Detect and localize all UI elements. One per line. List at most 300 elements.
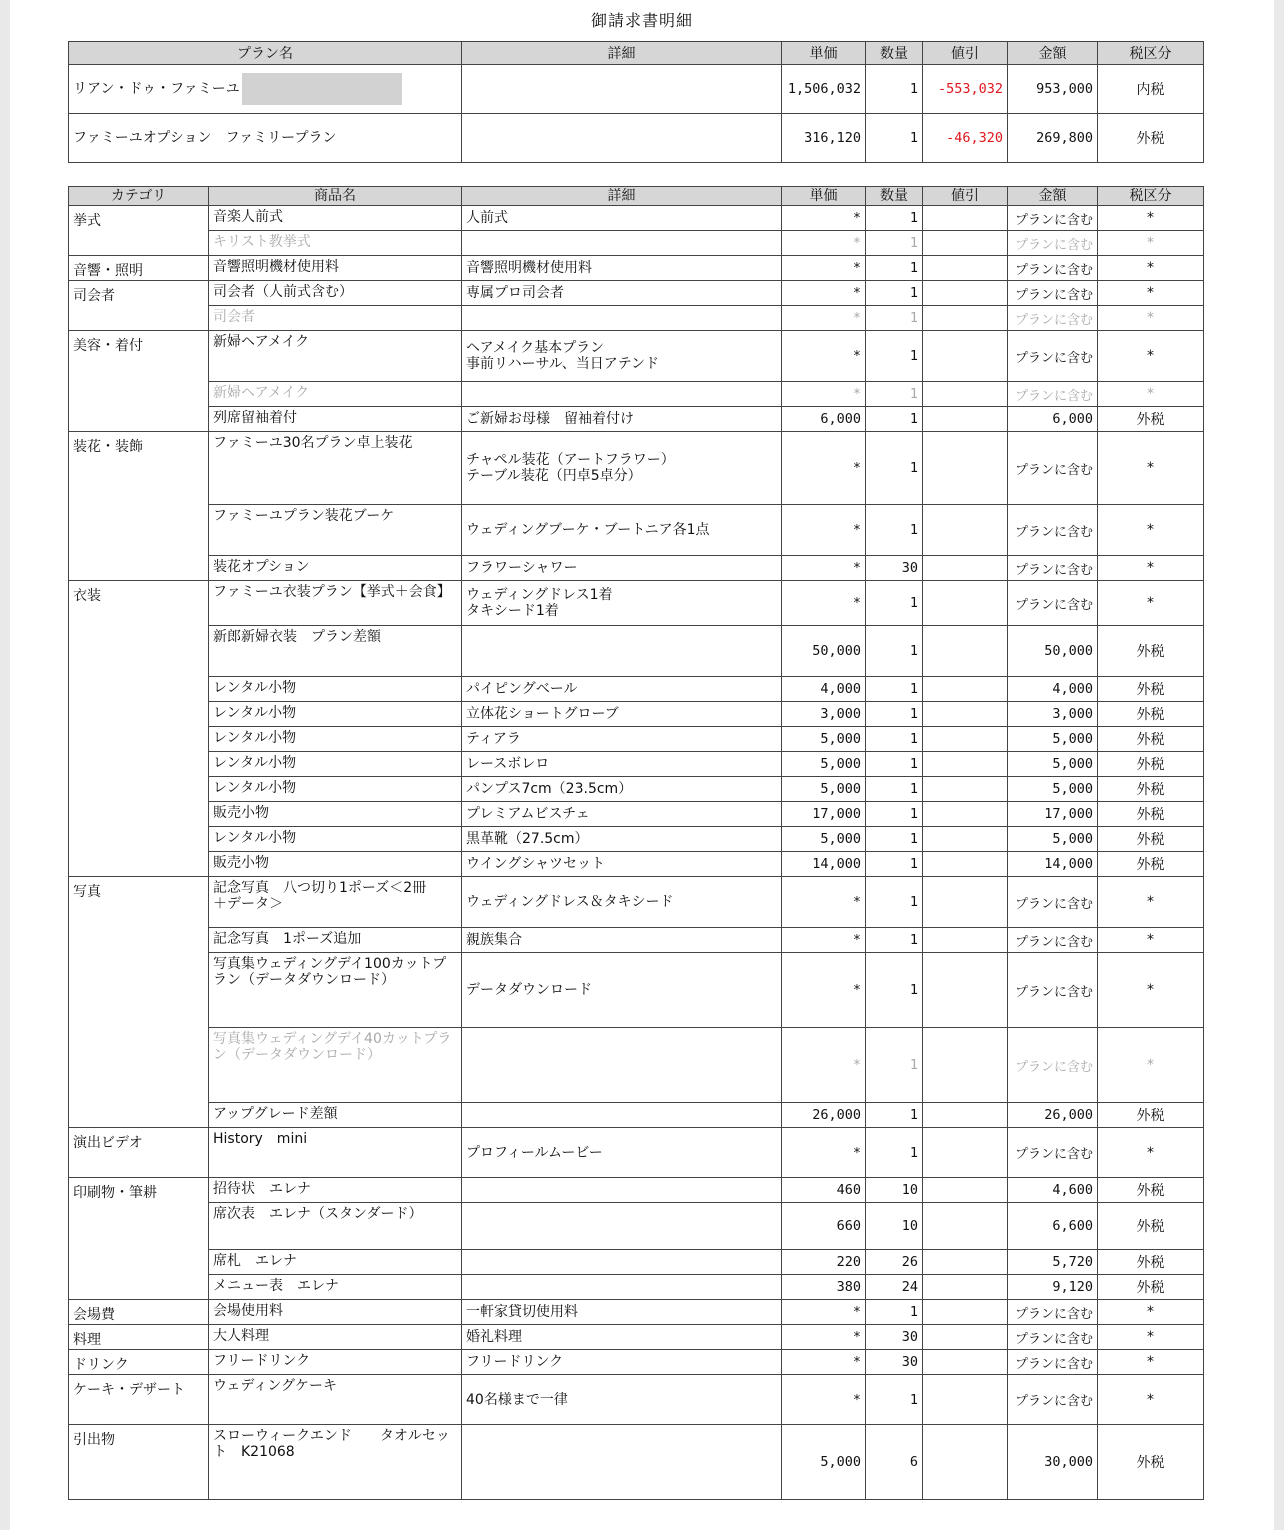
item-discount (923, 752, 1008, 777)
item-discount (923, 1203, 1008, 1250)
item-name: 席札 エレナ (209, 1250, 462, 1275)
item-quantity: 1 (866, 206, 923, 231)
item-unit-price: * (782, 1325, 866, 1350)
item-amount: プランに含む (1008, 281, 1098, 306)
item-amount: プランに含む (1008, 231, 1098, 256)
items-row (69, 1275, 1204, 1300)
plan-row (69, 114, 1204, 163)
item-tax-type: * (1098, 581, 1204, 626)
item-discount (923, 231, 1008, 256)
page-title: 御請求書明細 (590, 11, 693, 30)
plan-unit-price: 1,506,032 (782, 65, 866, 114)
item-amount: プランに含む (1008, 306, 1098, 331)
item-name: 司会者 (209, 306, 462, 331)
item-quantity: 1 (866, 1128, 923, 1178)
item-quantity: 6 (866, 1425, 923, 1500)
item-unit-price: 50,000 (782, 626, 866, 677)
item-quantity: 1 (866, 626, 923, 677)
item-category: 写真 (69, 877, 209, 928)
items-header-4: 数量 (866, 187, 923, 206)
item-category (69, 727, 209, 752)
item-detail: ご新婦お母様 留袖着付け (462, 407, 782, 432)
item-discount (923, 306, 1008, 331)
item-category (69, 505, 209, 556)
redacted-name-block (242, 73, 402, 105)
item-name: 販売小物 (209, 802, 462, 827)
item-category (69, 827, 209, 852)
item-detail: 専属プロ司会者 (462, 281, 782, 306)
item-discount (923, 256, 1008, 281)
item-quantity: 1 (866, 852, 923, 877)
item-name: レンタル小物 (209, 777, 462, 802)
plan-unit-price: 316,120 (782, 114, 866, 163)
item-quantity: 1 (866, 802, 923, 827)
plan-row (69, 65, 1204, 114)
item-detail: データダウンロード (462, 953, 782, 1028)
item-detail: 一軒家貸切使用料 (462, 1300, 782, 1325)
item-unit-price: * (782, 1028, 866, 1103)
item-discount (923, 727, 1008, 752)
items-row (69, 505, 1204, 556)
item-unit-price: * (782, 505, 866, 556)
item-tax-type: 外税 (1098, 777, 1204, 802)
item-quantity: 1 (866, 1028, 923, 1103)
item-amount: プランに含む (1008, 877, 1098, 928)
item-tax-type: 外税 (1098, 1425, 1204, 1500)
item-tax-type: 外税 (1098, 626, 1204, 677)
item-tax-type: 外税 (1098, 752, 1204, 777)
item-unit-price: 26,000 (782, 1103, 866, 1128)
item-category (69, 556, 209, 581)
item-category (69, 626, 209, 677)
item-category: 引出物 (69, 1425, 209, 1500)
item-detail (462, 306, 782, 331)
item-amount: プランに含む (1008, 432, 1098, 505)
item-amount: 3,000 (1008, 702, 1098, 727)
item-amount: プランに含む (1008, 1325, 1098, 1350)
plan-header-1: 詳細 (462, 42, 782, 65)
item-detail: 40名様まで一律 (462, 1375, 782, 1425)
item-unit-price: * (782, 1300, 866, 1325)
item-discount (923, 1128, 1008, 1178)
item-amount: プランに含む (1008, 581, 1098, 626)
item-name: 写真集ウェディングデイ100カットプ ラン（データダウンロード） (209, 953, 462, 1028)
item-unit-price: * (782, 331, 866, 382)
item-category (69, 953, 209, 1028)
item-name: レンタル小物 (209, 752, 462, 777)
item-detail: パンプス7cm（23.5cm） (462, 777, 782, 802)
item-discount (923, 626, 1008, 677)
item-tax-type: 外税 (1098, 1250, 1204, 1275)
plan-tax-type: 外税 (1098, 114, 1204, 163)
item-name: ファミーユプラン装花ブーケ (209, 505, 462, 556)
item-amount: プランに含む (1008, 331, 1098, 382)
item-discount (923, 206, 1008, 231)
items-row (69, 556, 1204, 581)
item-detail: パイピングベール (462, 677, 782, 702)
item-amount: 5,000 (1008, 777, 1098, 802)
item-tax-type: 外税 (1098, 1275, 1204, 1300)
item-amount: 6,600 (1008, 1203, 1098, 1250)
item-discount (923, 928, 1008, 953)
item-name: 招待状 エレナ (209, 1178, 462, 1203)
item-quantity: 1 (866, 1103, 923, 1128)
item-discount (923, 1425, 1008, 1500)
items-row (69, 206, 1204, 231)
item-category (69, 802, 209, 827)
item-tax-type: 外税 (1098, 827, 1204, 852)
item-quantity: 24 (866, 1275, 923, 1300)
item-category: 音響・照明 (69, 256, 209, 281)
items-row (69, 1250, 1204, 1275)
item-quantity: 1 (866, 752, 923, 777)
item-detail: プロフィールムービー (462, 1128, 782, 1178)
items-header-6: 金額 (1008, 187, 1098, 206)
item-unit-price: 5,000 (782, 777, 866, 802)
plan-name: ファミーユオプション ファミリープラン (69, 114, 462, 163)
item-category (69, 1275, 209, 1300)
item-category: 演出ビデオ (69, 1128, 209, 1178)
item-tax-type: 外税 (1098, 802, 1204, 827)
item-unit-price: * (782, 1128, 866, 1178)
item-quantity: 1 (866, 727, 923, 752)
item-category (69, 382, 209, 407)
items-header-0: カテゴリ (69, 187, 209, 206)
item-unit-price: 5,000 (782, 727, 866, 752)
items-row (69, 1128, 1204, 1178)
item-amount: プランに含む (1008, 1375, 1098, 1425)
item-amount: 5,000 (1008, 752, 1098, 777)
plan-header-3: 数量 (866, 42, 923, 65)
items-row (69, 702, 1204, 727)
item-detail (462, 1425, 782, 1500)
item-discount (923, 581, 1008, 626)
item-detail (462, 1028, 782, 1103)
items-row (69, 1325, 1204, 1350)
item-category (69, 1250, 209, 1275)
item-discount (923, 702, 1008, 727)
item-name: レンタル小物 (209, 677, 462, 702)
item-category (69, 1103, 209, 1128)
item-detail (462, 626, 782, 677)
items-row (69, 306, 1204, 331)
item-amount: プランに含む (1008, 505, 1098, 556)
items-table (68, 186, 1204, 1500)
items-row (69, 852, 1204, 877)
item-amount: プランに含む (1008, 556, 1098, 581)
item-unit-price: 660 (782, 1203, 866, 1250)
item-detail: 音響照明機材使用料 (462, 256, 782, 281)
item-discount (923, 331, 1008, 382)
item-name: フリードリンク (209, 1350, 462, 1375)
item-unit-price: * (782, 281, 866, 306)
item-category (69, 306, 209, 331)
item-quantity: 1 (866, 331, 923, 382)
item-discount (923, 852, 1008, 877)
item-category: ドリンク (69, 1350, 209, 1375)
plan-tax-type: 内税 (1098, 65, 1204, 114)
items-row (69, 626, 1204, 677)
item-name: ウェディングケーキ (209, 1375, 462, 1425)
item-amount: 17,000 (1008, 802, 1098, 827)
item-amount: プランに含む (1008, 1028, 1098, 1103)
item-unit-price: * (782, 206, 866, 231)
item-amount: 4,600 (1008, 1178, 1098, 1203)
item-tax-type: * (1098, 877, 1204, 928)
item-detail: 黒革靴（27.5cm） (462, 827, 782, 852)
item-quantity: 1 (866, 382, 923, 407)
item-category: 挙式 (69, 206, 209, 231)
item-tax-type: * (1098, 231, 1204, 256)
item-detail (462, 231, 782, 256)
item-unit-price: * (782, 306, 866, 331)
item-quantity: 1 (866, 827, 923, 852)
item-name: 記念写真 八つ切り1ポーズ＜2冊 ＋データ＞ (209, 877, 462, 928)
item-amount: 4,000 (1008, 677, 1098, 702)
item-quantity: 1 (866, 702, 923, 727)
items-row (69, 256, 1204, 281)
item-unit-price: * (782, 1350, 866, 1375)
item-tax-type: * (1098, 382, 1204, 407)
items-row (69, 1375, 1204, 1425)
item-discount (923, 1028, 1008, 1103)
item-name: 列席留袖着付 (209, 407, 462, 432)
item-category: 料理 (69, 1325, 209, 1350)
item-tax-type: * (1098, 928, 1204, 953)
item-discount (923, 1250, 1008, 1275)
plan-header-6: 税区分 (1098, 42, 1204, 65)
item-quantity: 1 (866, 231, 923, 256)
item-detail (462, 1275, 782, 1300)
item-category: 衣装 (69, 581, 209, 626)
item-unit-price: * (782, 928, 866, 953)
item-unit-price: * (782, 256, 866, 281)
item-tax-type: 外税 (1098, 1103, 1204, 1128)
items-row (69, 331, 1204, 382)
item-quantity: 1 (866, 953, 923, 1028)
item-discount (923, 505, 1008, 556)
plan-header-0: プラン名 (69, 42, 462, 65)
items-header-7: 税区分 (1098, 187, 1204, 206)
item-tax-type: 外税 (1098, 702, 1204, 727)
item-amount: 6,000 (1008, 407, 1098, 432)
item-amount: 9,120 (1008, 1275, 1098, 1300)
item-name: 記念写真 1ポーズ追加 (209, 928, 462, 953)
item-unit-price: * (782, 953, 866, 1028)
item-name: 新婦ヘアメイク (209, 331, 462, 382)
item-quantity: 1 (866, 505, 923, 556)
items-row (69, 1300, 1204, 1325)
item-name: レンタル小物 (209, 702, 462, 727)
item-amount: プランに含む (1008, 928, 1098, 953)
item-quantity: 1 (866, 407, 923, 432)
item-name: ファミーユ30名プラン卓上装花 (209, 432, 462, 505)
item-unit-price: 5,000 (782, 752, 866, 777)
items-row (69, 752, 1204, 777)
item-quantity: 1 (866, 928, 923, 953)
item-tax-type: * (1098, 1350, 1204, 1375)
plan-header-4: 値引 (923, 42, 1008, 65)
item-unit-price: * (782, 382, 866, 407)
item-discount (923, 677, 1008, 702)
item-detail: ウェディングドレス1着 タキシード1着 (462, 581, 782, 626)
item-name: 販売小物 (209, 852, 462, 877)
item-discount (923, 556, 1008, 581)
item-quantity: 1 (866, 677, 923, 702)
item-tax-type: 外税 (1098, 677, 1204, 702)
item-name: キリスト教挙式 (209, 231, 462, 256)
item-detail: フラワーシャワー (462, 556, 782, 581)
item-category: 会場費 (69, 1300, 209, 1325)
item-category (69, 852, 209, 877)
item-discount (923, 1178, 1008, 1203)
item-detail: 立体花ショートグローブ (462, 702, 782, 727)
item-amount: プランに含む (1008, 1128, 1098, 1178)
items-header-1: 商品名 (209, 187, 462, 206)
item-tax-type: * (1098, 505, 1204, 556)
item-category (69, 928, 209, 953)
items-row (69, 877, 1204, 928)
item-name: 音楽人前式 (209, 206, 462, 231)
item-tax-type: * (1098, 432, 1204, 505)
items-row (69, 1028, 1204, 1103)
item-discount (923, 953, 1008, 1028)
item-detail: ウイングシャツセット (462, 852, 782, 877)
plan-table (68, 41, 1204, 163)
item-category (69, 677, 209, 702)
item-unit-price: * (782, 556, 866, 581)
item-amount: プランに含む (1008, 1300, 1098, 1325)
item-unit-price: 5,000 (782, 827, 866, 852)
items-row (69, 802, 1204, 827)
item-quantity: 1 (866, 1375, 923, 1425)
item-tax-type: 外税 (1098, 407, 1204, 432)
items-row (69, 777, 1204, 802)
plan-discount: -553,032 (923, 65, 1008, 114)
item-quantity: 1 (866, 306, 923, 331)
item-tax-type: * (1098, 953, 1204, 1028)
plan-amount: 953,000 (1008, 65, 1098, 114)
item-discount (923, 1375, 1008, 1425)
item-name: 写真集ウェディングデイ40カットプラ ン（データダウンロード） (209, 1028, 462, 1103)
item-amount: 5,000 (1008, 727, 1098, 752)
item-detail (462, 382, 782, 407)
plan-name: リアン・ドゥ・ファミーユ (69, 65, 462, 114)
item-quantity: 1 (866, 877, 923, 928)
item-amount: 30,000 (1008, 1425, 1098, 1500)
item-discount (923, 382, 1008, 407)
item-quantity: 1 (866, 432, 923, 505)
items-row (69, 677, 1204, 702)
item-unit-price: 220 (782, 1250, 866, 1275)
item-detail: レースボレロ (462, 752, 782, 777)
item-amount: 5,720 (1008, 1250, 1098, 1275)
items-row (69, 727, 1204, 752)
item-detail: フリードリンク (462, 1350, 782, 1375)
item-quantity: 10 (866, 1203, 923, 1250)
items-row (69, 827, 1204, 852)
item-quantity: 1 (866, 281, 923, 306)
item-discount (923, 407, 1008, 432)
item-amount: 26,000 (1008, 1103, 1098, 1128)
item-detail: ヘアメイク基本プラン 事前リハーサル、当日アテンド (462, 331, 782, 382)
item-detail (462, 1203, 782, 1250)
items-header-row (69, 187, 1204, 206)
item-name: アップグレード差額 (209, 1103, 462, 1128)
plan-discount: -46,320 (923, 114, 1008, 163)
item-name: 装花オプション (209, 556, 462, 581)
item-quantity: 30 (866, 1325, 923, 1350)
item-amount: プランに含む (1008, 953, 1098, 1028)
item-detail: 婚礼料理 (462, 1325, 782, 1350)
item-category (69, 231, 209, 256)
item-category: ケーキ・デザート (69, 1375, 209, 1425)
item-detail (462, 1250, 782, 1275)
item-detail: ティアラ (462, 727, 782, 752)
item-detail: ウェディングブーケ・ブートニア各1点 (462, 505, 782, 556)
item-category (69, 777, 209, 802)
item-quantity: 1 (866, 777, 923, 802)
item-discount (923, 1325, 1008, 1350)
item-discount (923, 802, 1008, 827)
item-unit-price: 4,000 (782, 677, 866, 702)
items-row (69, 407, 1204, 432)
items-row (69, 281, 1204, 306)
item-name: 席次表 エレナ（スタンダード） (209, 1203, 462, 1250)
item-amount: プランに含む (1008, 256, 1098, 281)
item-unit-price: * (782, 581, 866, 626)
item-detail: 人前式 (462, 206, 782, 231)
item-category (69, 752, 209, 777)
item-category (69, 1028, 209, 1103)
items-header-5: 値引 (923, 187, 1008, 206)
item-unit-price: * (782, 1375, 866, 1425)
item-unit-price: * (782, 231, 866, 256)
items-row (69, 1103, 1204, 1128)
item-category: 印刷物・筆耕 (69, 1178, 209, 1203)
item-tax-type: * (1098, 206, 1204, 231)
plan-quantity: 1 (866, 114, 923, 163)
item-name: 会場使用料 (209, 1300, 462, 1325)
item-name: レンタル小物 (209, 827, 462, 852)
item-discount (923, 281, 1008, 306)
item-category (69, 702, 209, 727)
item-tax-type: * (1098, 256, 1204, 281)
item-unit-price: 3,000 (782, 702, 866, 727)
item-tax-type: * (1098, 556, 1204, 581)
item-category: 司会者 (69, 281, 209, 306)
items-row (69, 581, 1204, 626)
item-quantity: 30 (866, 556, 923, 581)
item-detail: チャペル装花（アートフラワー） テーブル装花（円卓5卓分） (462, 432, 782, 505)
items-row (69, 382, 1204, 407)
item-unit-price: 17,000 (782, 802, 866, 827)
item-category: 美容・着付 (69, 331, 209, 382)
item-amount: プランに含む (1008, 382, 1098, 407)
items-row (69, 1425, 1204, 1500)
item-amount: 5,000 (1008, 827, 1098, 852)
item-name: 司会者（人前式含む） (209, 281, 462, 306)
item-quantity: 30 (866, 1350, 923, 1375)
item-name: スローウィークエンド タオルセッ ト K21068 (209, 1425, 462, 1500)
item-tax-type: 外税 (1098, 727, 1204, 752)
invoice-page (10, 0, 1274, 1530)
item-tax-type: * (1098, 1375, 1204, 1425)
item-name: メニュー表 エレナ (209, 1275, 462, 1300)
item-tax-type: * (1098, 306, 1204, 331)
item-discount (923, 777, 1008, 802)
item-quantity: 26 (866, 1250, 923, 1275)
